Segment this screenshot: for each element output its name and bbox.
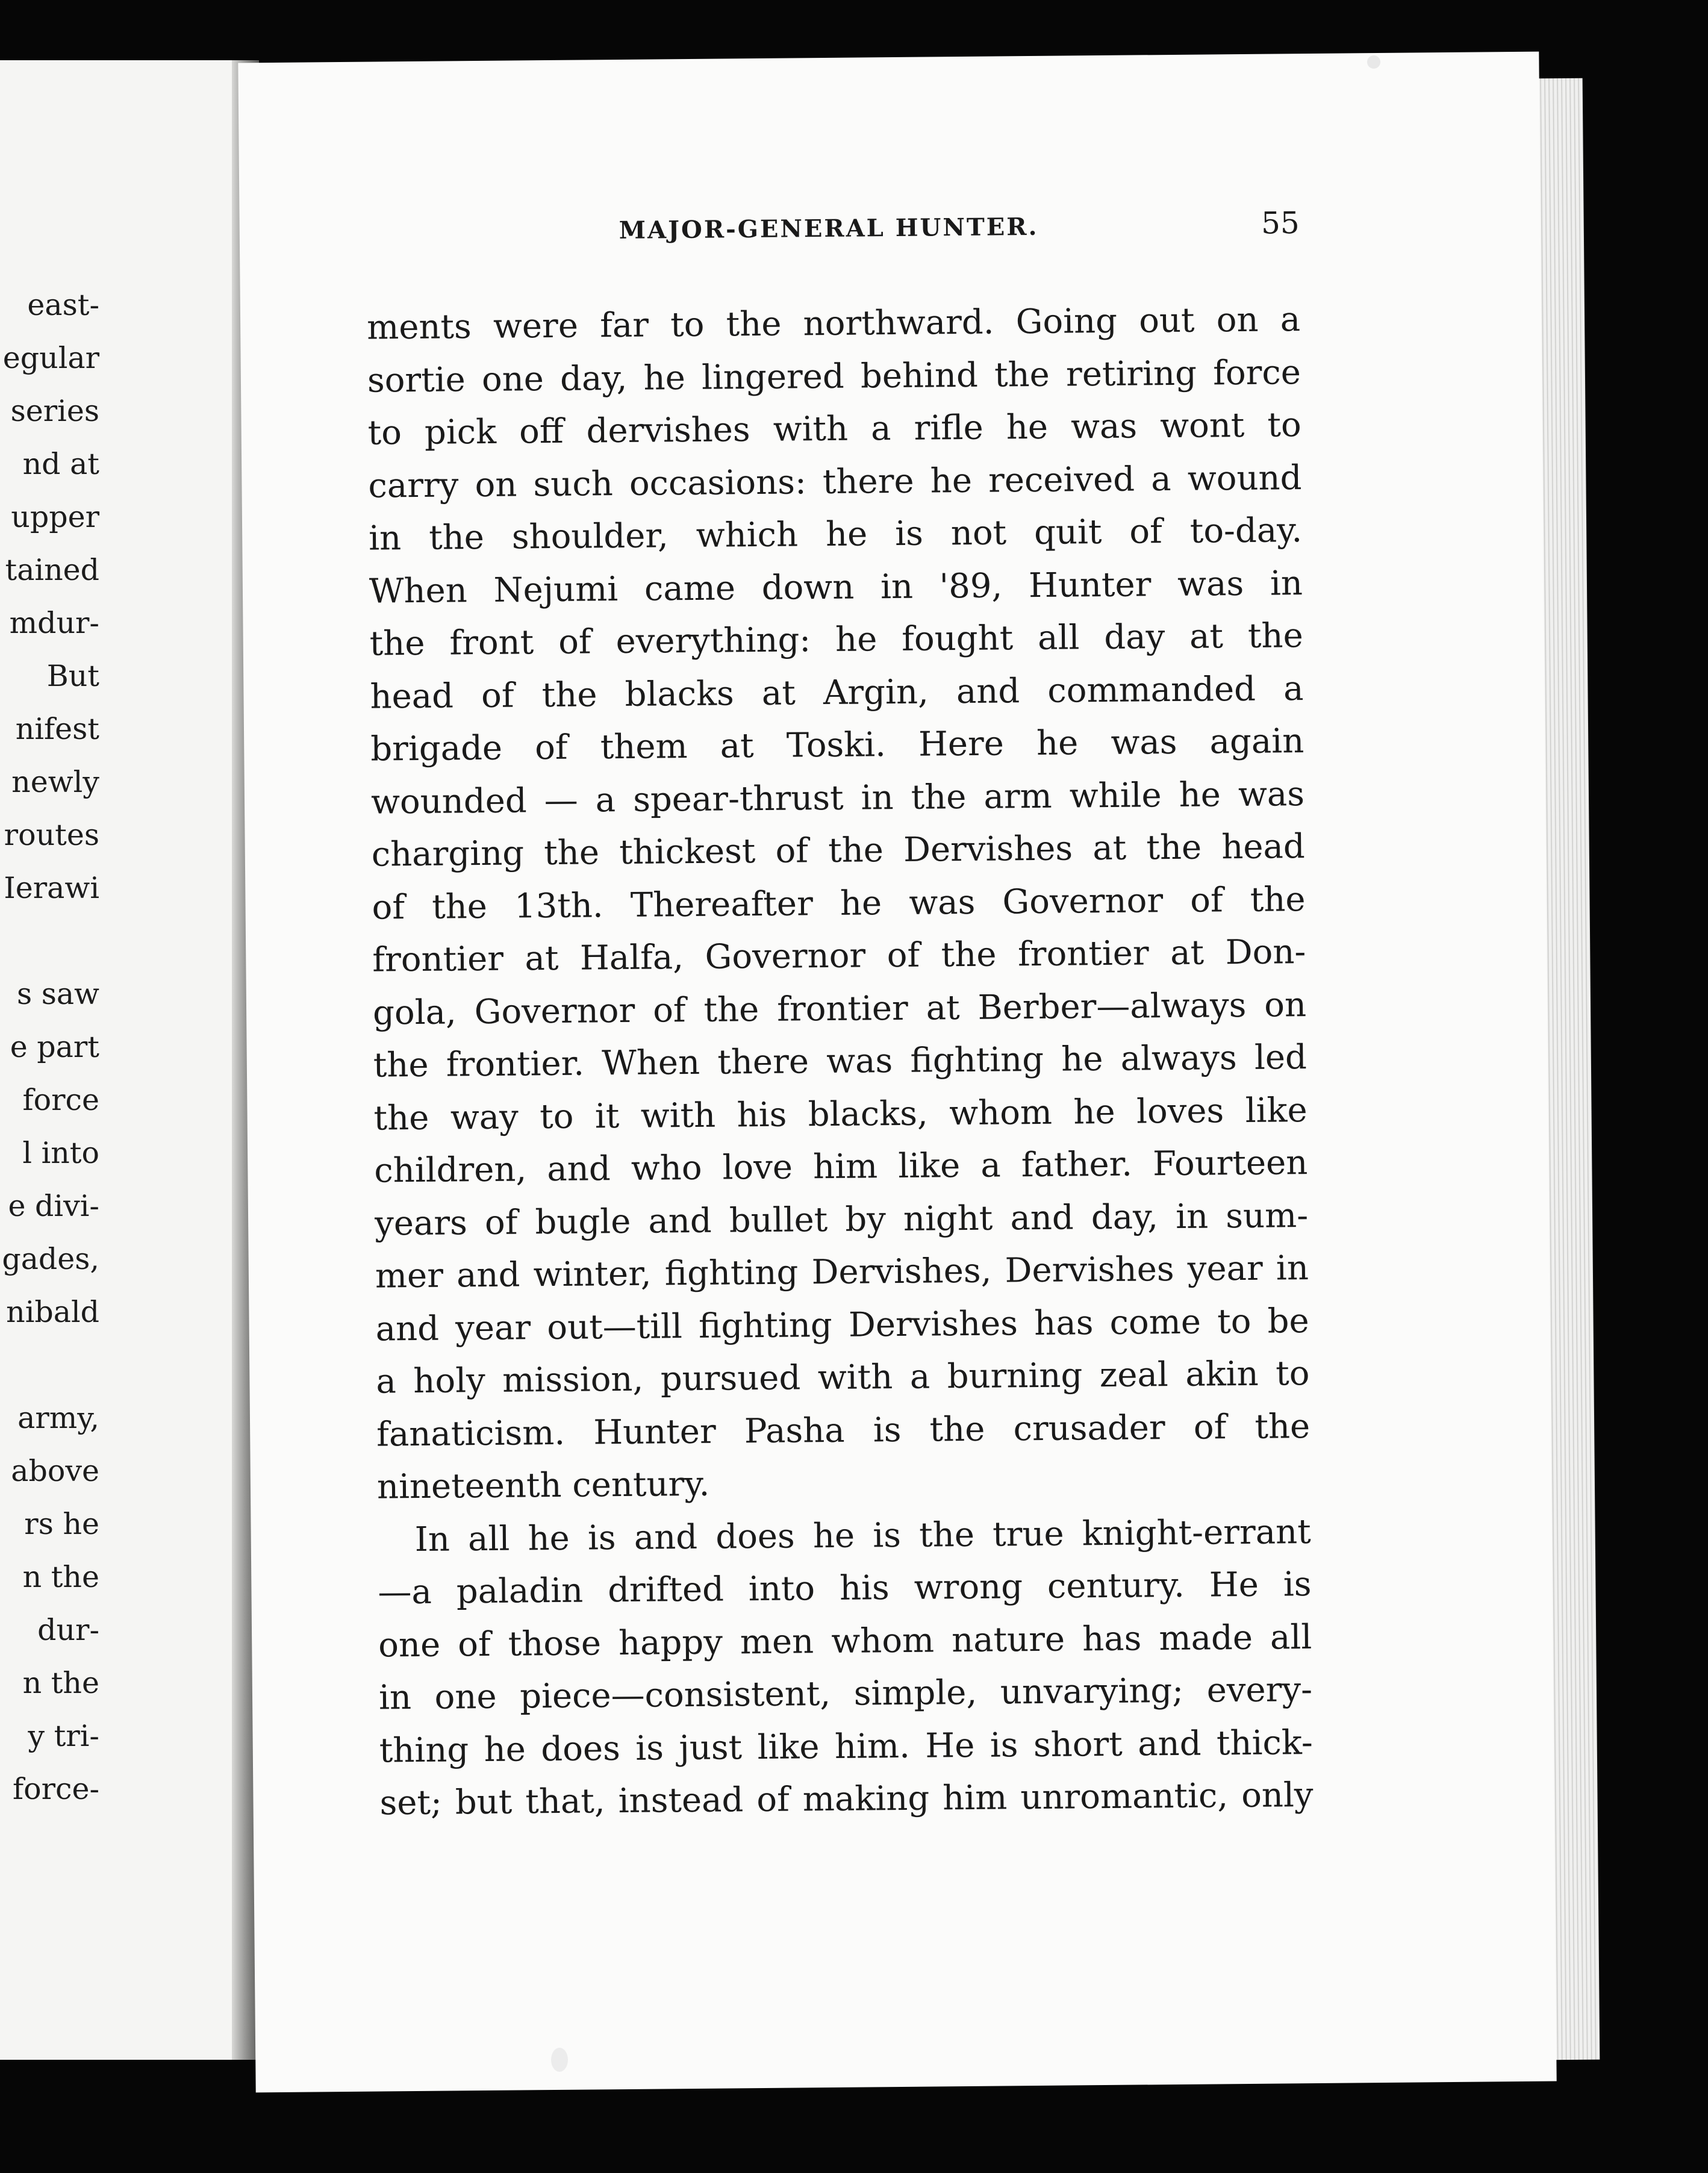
- left-page-fragment: force: [22, 1083, 99, 1117]
- text-line: in the shoulder, which he is not quit of to-day.: [368, 511, 1303, 558]
- left-page-fragment: tained: [5, 553, 99, 587]
- left-page-fragment: nibald: [6, 1295, 99, 1329]
- text-line: wounded — a spear-thrust in the arm while he was: [370, 774, 1305, 822]
- text-line: to pick off dervishes with a rifle he was wont to: [367, 405, 1301, 453]
- right-page: [238, 52, 1556, 2093]
- text-line: of the 13th. Thereafter he was Governor of the: [372, 879, 1306, 928]
- text-line: head of the blacks at Argin, and commanded a: [370, 669, 1304, 717]
- text-line: fanaticism. Hunter Pasha is the crusader of the: [376, 1406, 1311, 1454]
- text-line: gola, Governor of the frontier at Berber—always on: [372, 985, 1307, 1033]
- text-line: years of bugle and bullet by night and day, in sum-: [374, 1196, 1309, 1244]
- left-page-fragment: But: [46, 659, 99, 693]
- text-line: frontier at Halfa, Governor of the frontier at Don-: [372, 932, 1306, 980]
- dust-speck: [1367, 55, 1380, 69]
- left-page-fragment: above: [11, 1454, 99, 1488]
- text-line: thing he does is just like him. He is short and thick-: [379, 1722, 1314, 1771]
- text-line: one of those happy men whom nature has made all: [378, 1617, 1312, 1665]
- text-line: a holy mission, pursued with a burning zeal akin to: [376, 1354, 1310, 1401]
- text-line: nineteenth century.: [376, 1464, 710, 1507]
- left-page-fragment: n the: [22, 1560, 99, 1594]
- left-page-fragment: series: [10, 394, 99, 428]
- running-head-title: MAJOR-GENERAL HUNTER.: [619, 212, 1039, 245]
- text-line: the frontier. When there was fighting he always led: [373, 1038, 1307, 1085]
- left-page-fragment: mdur-: [9, 606, 99, 640]
- body-text: [367, 293, 1314, 1830]
- left-page-fragment: Ierawi: [4, 871, 99, 905]
- text-line: the way to it with his blacks, whom he loves like: [373, 1090, 1307, 1138]
- left-page-fragment: newly: [11, 765, 99, 799]
- running-head: [366, 204, 1300, 261]
- left-page-fragment: upper: [11, 500, 99, 534]
- text-line: —a paladin drifted into his wrong century. He is: [378, 1565, 1312, 1612]
- left-page-fragment: routes: [4, 818, 99, 852]
- left-page-fragment: rs he: [24, 1507, 99, 1541]
- left-page-fragment: l into: [22, 1136, 99, 1170]
- text-line: and year out—till fighting Dervishes has come to be: [375, 1301, 1309, 1349]
- text-line: carry on such occasions: there he received a wound: [368, 458, 1302, 506]
- text-line: sortie one day, he lingered behind the retiring force: [367, 352, 1301, 401]
- text-line: When Nejumi came down in '89, Hunter was in: [369, 563, 1303, 611]
- text-line: In all he is and does he is the true knight-errant: [414, 1512, 1311, 1559]
- left-page-fragment: e divi-: [8, 1189, 99, 1223]
- text-line: the front of everything: he fought all day at the: [369, 616, 1303, 664]
- left-page-fragment: dur-: [37, 1613, 99, 1647]
- left-page-fragment: e part: [10, 1030, 99, 1064]
- left-page-fragment: east-: [27, 288, 99, 322]
- dust-speck: [551, 2048, 568, 2072]
- left-page-fragment: n the: [22, 1666, 99, 1700]
- text-line: ments were far to the northward. Going out on a: [366, 300, 1301, 348]
- page-number: 55: [1261, 205, 1300, 241]
- left-page-fragment: egular: [2, 341, 99, 375]
- left-page-fragment: s saw: [16, 977, 99, 1011]
- left-page-fragment: gades,: [2, 1242, 99, 1276]
- text-line: children, and who love him like a father. Fourteen: [374, 1143, 1308, 1191]
- text-line: charging the thickest of the Dervishes at the head: [371, 827, 1306, 874]
- left-page-fragment: force-: [12, 1772, 99, 1806]
- text-line: brigade of them at Toski. Here he was again: [370, 722, 1304, 769]
- left-page-fragment: nd at: [22, 447, 99, 481]
- left-page-fragment: army,: [17, 1401, 99, 1435]
- text-line: in one piece—consistent, simple, unvarying; every-: [378, 1670, 1313, 1718]
- left-page-fragment: y tri-: [28, 1719, 99, 1753]
- text-line: mer and winter, fighting Dervishes, Dervishes year in: [375, 1249, 1309, 1296]
- page-content: [366, 204, 1314, 1823]
- left-page-fragment: nifest: [15, 712, 99, 746]
- text-line: set; but that, instead of making him unromantic, only: [379, 1776, 1314, 1823]
